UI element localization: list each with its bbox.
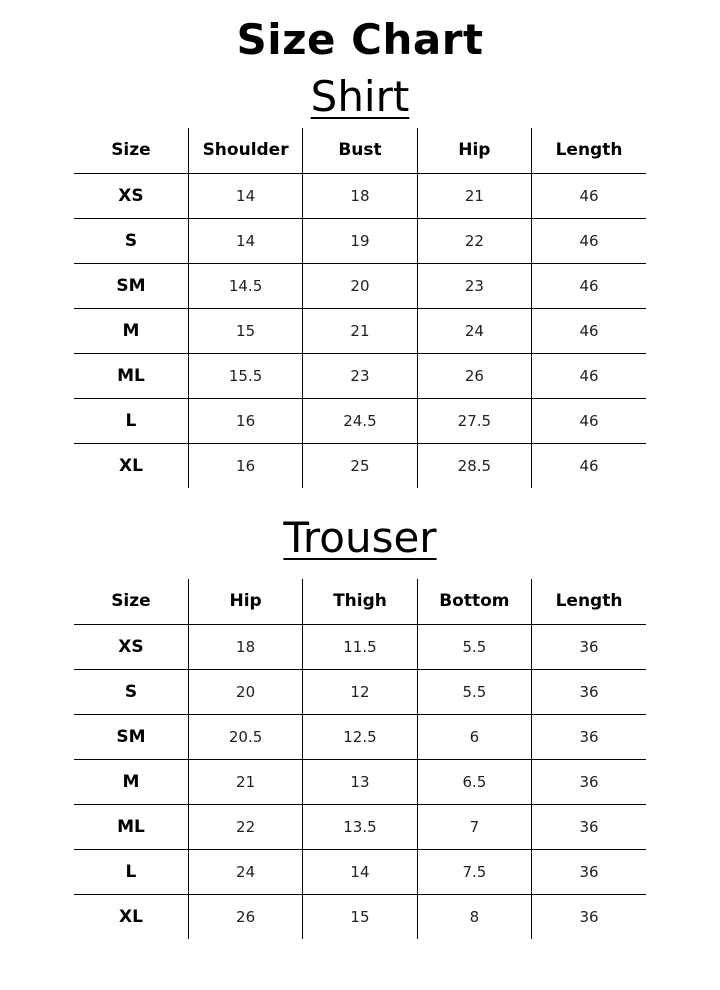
table-row xyxy=(74,804,646,849)
hip-cell: 21 xyxy=(188,759,302,804)
bottom-cell: 5.5 xyxy=(417,624,531,669)
table-row xyxy=(74,263,646,308)
bust-cell: 23 xyxy=(303,353,417,398)
thigh-cell: 14 xyxy=(303,849,417,894)
trouser-header-size: Size xyxy=(74,579,188,624)
bottom-cell: 7.5 xyxy=(417,849,531,894)
table-row xyxy=(74,443,646,488)
thigh-cell: 12 xyxy=(303,669,417,714)
length-cell: 36 xyxy=(532,714,646,759)
hip-cell: 18 xyxy=(188,624,302,669)
size-cell: L xyxy=(74,849,188,894)
shoulder-cell: 14 xyxy=(188,218,302,263)
length-cell: 46 xyxy=(532,218,646,263)
hip-cell: 27.5 xyxy=(417,398,531,443)
shirt-header-row xyxy=(74,128,646,173)
bust-cell: 21 xyxy=(303,308,417,353)
size-cell: S xyxy=(74,669,188,714)
bottom-cell: 8 xyxy=(417,894,531,939)
hip-cell: 23 xyxy=(417,263,531,308)
shoulder-cell: 14.5 xyxy=(188,263,302,308)
shirt-header-length: Length xyxy=(532,128,646,173)
size-cell: SM xyxy=(74,263,188,308)
bottom-cell: 6.5 xyxy=(417,759,531,804)
length-cell: 46 xyxy=(532,398,646,443)
length-cell: 36 xyxy=(532,849,646,894)
table-row xyxy=(74,669,646,714)
hip-cell: 20.5 xyxy=(188,714,302,759)
table-row xyxy=(74,353,646,398)
size-cell: XS xyxy=(74,624,188,669)
shirt-header-shoulder: Shoulder xyxy=(188,128,302,173)
length-cell: 46 xyxy=(532,443,646,488)
trouser-header-row xyxy=(74,579,646,624)
trouser-header-thigh: Thigh xyxy=(303,579,417,624)
table-row xyxy=(74,398,646,443)
bust-cell: 20 xyxy=(303,263,417,308)
size-cell: S xyxy=(74,218,188,263)
shirt-header-bust: Bust xyxy=(303,128,417,173)
shoulder-cell: 15.5 xyxy=(188,353,302,398)
length-cell: 36 xyxy=(532,669,646,714)
thigh-cell: 13.5 xyxy=(303,804,417,849)
size-cell: M xyxy=(74,759,188,804)
shoulder-cell: 14 xyxy=(188,173,302,218)
thigh-cell: 15 xyxy=(303,894,417,939)
bust-cell: 24.5 xyxy=(303,398,417,443)
length-cell: 46 xyxy=(532,173,646,218)
size-cell: XS xyxy=(74,173,188,218)
table-row xyxy=(74,173,646,218)
table-row xyxy=(74,759,646,804)
length-cell: 46 xyxy=(532,263,646,308)
thigh-cell: 13 xyxy=(303,759,417,804)
hip-cell: 26 xyxy=(417,353,531,398)
bust-cell: 18 xyxy=(303,173,417,218)
length-cell: 46 xyxy=(532,353,646,398)
table-row xyxy=(74,849,646,894)
trouser-size-table xyxy=(74,579,646,939)
shoulder-cell: 16 xyxy=(188,443,302,488)
hip-cell: 26 xyxy=(188,894,302,939)
thigh-cell: 11.5 xyxy=(303,624,417,669)
hip-cell: 21 xyxy=(417,173,531,218)
shirt-size-table xyxy=(74,128,646,488)
size-cell: ML xyxy=(74,804,188,849)
bottom-cell: 7 xyxy=(417,804,531,849)
table-row xyxy=(74,894,646,939)
hip-cell: 20 xyxy=(188,669,302,714)
bottom-cell: 5.5 xyxy=(417,669,531,714)
length-cell: 36 xyxy=(532,894,646,939)
shirt-header-size: Size xyxy=(74,128,188,173)
bottom-cell: 6 xyxy=(417,714,531,759)
trouser-header-hip: Hip xyxy=(188,579,302,624)
shirt-section-title xyxy=(0,72,720,122)
length-cell: 36 xyxy=(532,624,646,669)
bust-cell: 19 xyxy=(303,218,417,263)
length-cell: 36 xyxy=(532,804,646,849)
trouser-section-title xyxy=(0,513,720,563)
size-cell: M xyxy=(74,308,188,353)
shirt-header-hip: Hip xyxy=(417,128,531,173)
hip-cell: 22 xyxy=(188,804,302,849)
size-cell: ML xyxy=(74,353,188,398)
table-row xyxy=(74,714,646,759)
length-cell: 36 xyxy=(532,759,646,804)
bust-cell: 25 xyxy=(303,443,417,488)
hip-cell: 22 xyxy=(417,218,531,263)
table-row xyxy=(74,308,646,353)
size-cell: SM xyxy=(74,714,188,759)
shoulder-cell: 16 xyxy=(188,398,302,443)
page-title: Size Chart xyxy=(236,15,484,64)
table-row xyxy=(74,218,646,263)
trouser-title-text: Trouser xyxy=(283,513,437,562)
trouser-header-length: Length xyxy=(532,579,646,624)
hip-cell: 24 xyxy=(417,308,531,353)
shoulder-cell: 15 xyxy=(188,308,302,353)
table-row xyxy=(74,624,646,669)
shirt-title-text: Shirt xyxy=(310,72,410,121)
hip-cell: 28.5 xyxy=(417,443,531,488)
length-cell: 46 xyxy=(532,308,646,353)
trouser-header-bottom: Bottom xyxy=(417,579,531,624)
size-cell: L xyxy=(74,398,188,443)
size-cell: XL xyxy=(118,455,143,476)
hip-cell: 24 xyxy=(188,849,302,894)
size-cell: XL xyxy=(118,906,143,927)
thigh-cell: 12.5 xyxy=(303,714,417,759)
